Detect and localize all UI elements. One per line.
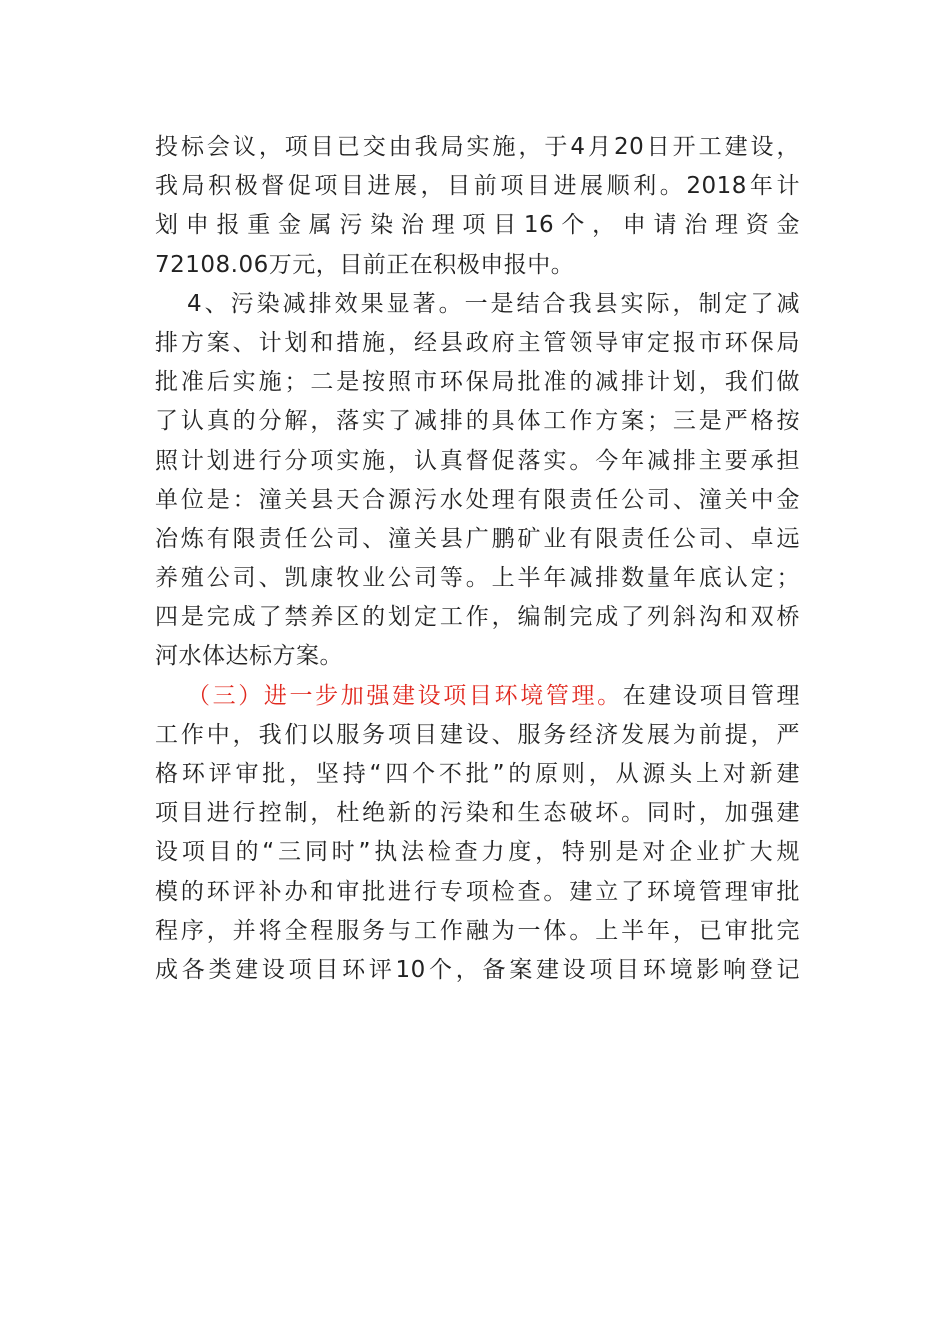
text-line: 设项目的“三同时”执法检查力度，特别是对企业扩大规 [155,839,800,866]
text-line: 冶炼有限责任公司、潼关县广鹏矿业有限责任公司、卓远 [155,525,800,552]
document-body [155,128,800,990]
section-heading: （三）进一步加强建设项目环境管理。 [187,682,623,709]
text-line [155,677,800,716]
text-line: 河水体达标方案。 [155,643,343,670]
text-line: 模的环评补办和审批进行专项检查。建立了环境管理审批 [155,878,800,905]
text-line: 批准后实施；二是按照市环保局批准的减排计划，我们做 [155,369,800,396]
text-line: 照计划进行分项实施，认真督促落实。今年减排主要承担 [155,447,800,474]
text-line: 程序，并将全程服务与工作融为一体。上半年，已审批完 [155,917,800,944]
text-line: 工作中，我们以服务项目建设、服务经济发展为前提，严 [155,721,800,748]
text-line: 四是完成了禁养区的划定工作，编制完成了列斜沟和双桥 [155,604,800,631]
text-line: 成各类建设项目环评10个，备案建设项目环境影响登记 [155,956,800,983]
text-line: 我局积极督促项目进展，目前项目进展顺利。2018年计 [155,173,800,200]
text-line: 投标会议，项目已交由我局实施，于4月20日开工建设， [155,134,800,160]
text-line: 单位是：潼关县天合源污水处理有限责任公司、潼关中金 [155,486,800,513]
text-line: 划申报重金属污染治理项目16个，申请治理资金 [155,212,800,239]
paragraph-project-management [155,677,800,991]
text-line: 了认真的分解，落实了减排的具体工作方案；三是严格按 [155,408,800,435]
text-line: 72108.06万元，目前正在积极申报中。 [155,251,575,278]
text-line: 养殖公司、凯康牧业公司等。上半年减排数量年底认定； [155,565,800,592]
text-line: 格环评审批，坚持“四个不批”的原则，从源头上对新建 [155,761,800,787]
text-line: 4、污染减排效果显著。一是结合我县实际，制定了减 [187,290,800,317]
paragraph-emission-reduction [155,285,800,677]
paragraph-project-funding [155,128,800,285]
text-line: 排方案、计划和措施，经县政府主管领导审定报市环保局 [155,329,800,356]
text-line: 项目进行控制，杜绝新的污染和生态破坏。同时，加强建 [155,800,800,827]
heading-line-rest: 在建设项目管理 [622,682,801,709]
